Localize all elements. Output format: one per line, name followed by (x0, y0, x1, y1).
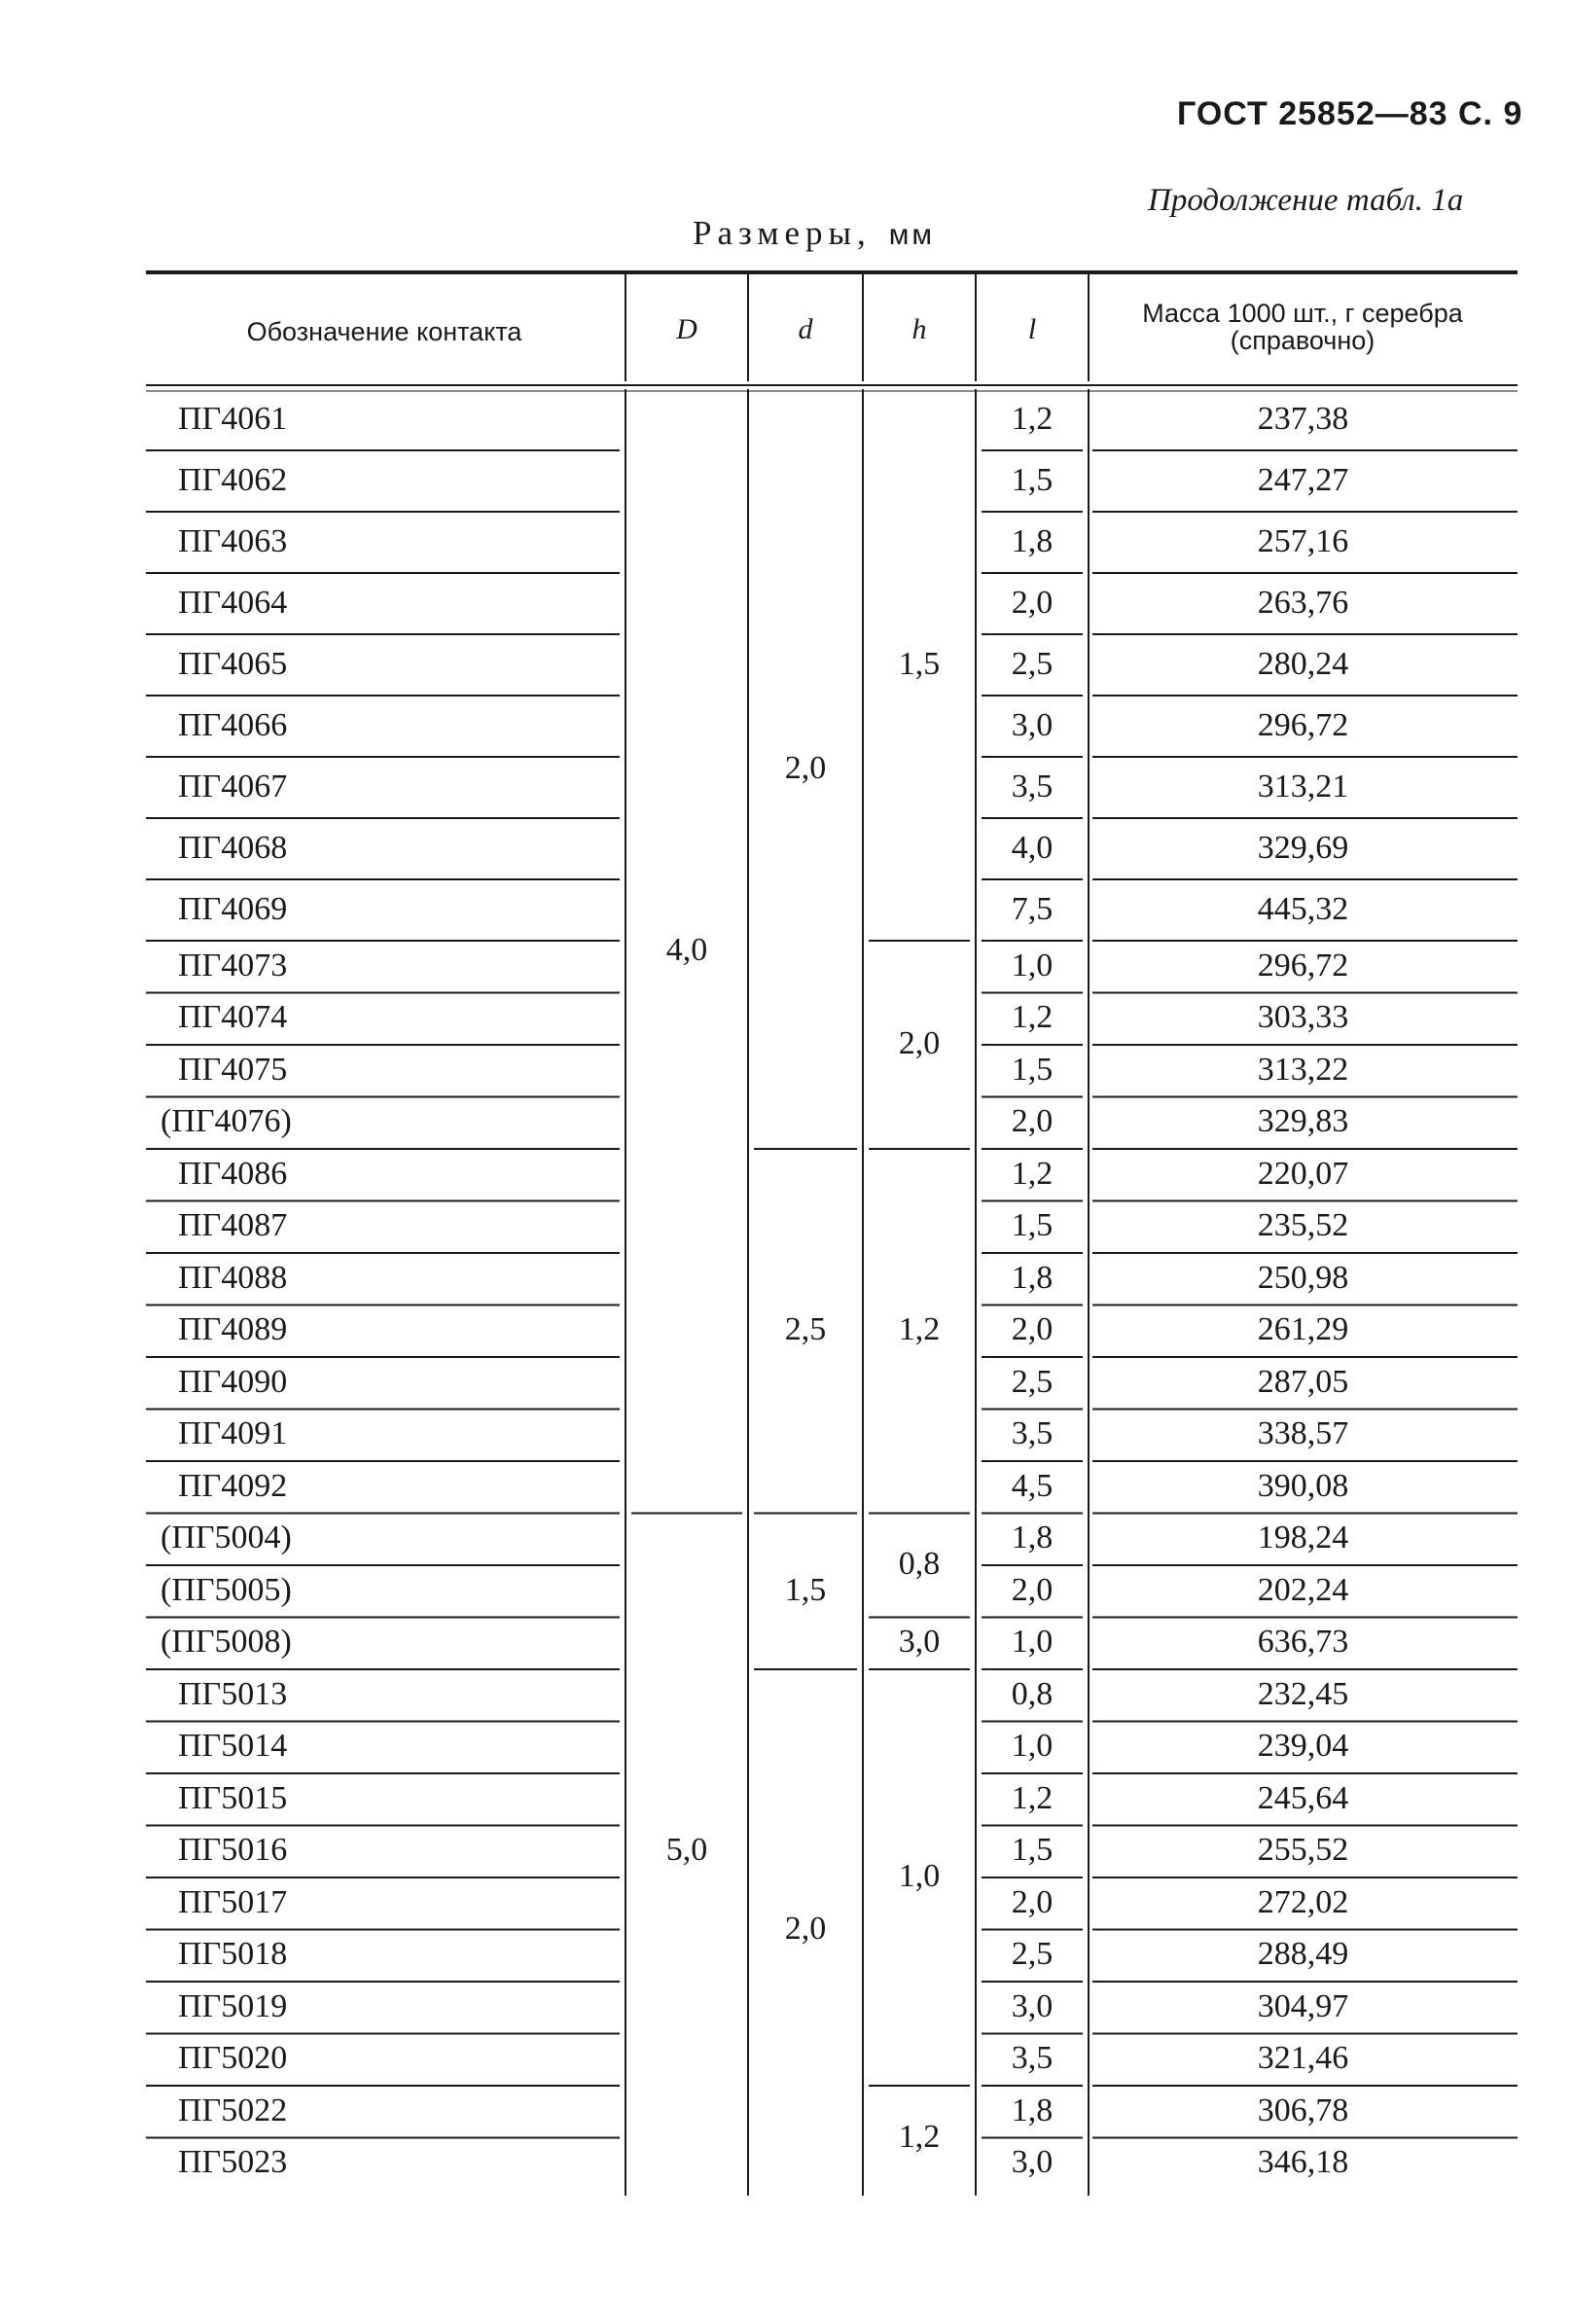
mass-value: 239,04 (1257, 1728, 1349, 1765)
contact-designation: (ПГ5008) (161, 1624, 292, 1661)
contact-designation: ПГ5015 (178, 1779, 288, 1816)
mass-value: 245,64 (1257, 1779, 1349, 1816)
mass-value: 636,73 (1257, 1624, 1349, 1661)
contact-designation: ПГ5014 (178, 1728, 288, 1765)
mass-value: 306,78 (1257, 2092, 1349, 2128)
d-group-value: 2,5 (784, 1311, 827, 1348)
mass-value: 257,16 (1257, 522, 1349, 559)
l-value: 2,0 (1011, 584, 1054, 621)
col-header-D: D (676, 313, 697, 345)
mass-value: 329,83 (1257, 1103, 1349, 1140)
mass-value: 198,24 (1257, 1520, 1349, 1556)
contact-designation: (ПГ5004) (161, 1520, 292, 1556)
contact-designation: ПГ4075 (178, 1051, 288, 1088)
contact-designation: ПГ4066 (178, 706, 288, 743)
contact-designation: ПГ4062 (178, 461, 288, 498)
units-title: Размеры, (693, 214, 872, 252)
mass-value: 220,07 (1257, 1155, 1349, 1192)
contact-designation: ПГ4092 (178, 1467, 288, 1504)
col-header-l: l (1027, 313, 1037, 345)
col-header-mass: Масса 1000 шт., г серебра (справочно) (1142, 299, 1463, 355)
mass-value: 255,52 (1257, 1832, 1349, 1869)
mass-value: 346,18 (1257, 2144, 1349, 2181)
contact-designation: ПГ4068 (178, 829, 288, 866)
mass-value: 261,29 (1257, 1311, 1349, 1348)
l-value: 1,8 (1011, 1259, 1054, 1296)
mass-value: 390,08 (1257, 1467, 1349, 1504)
contact-designation: ПГ5017 (178, 1883, 288, 1920)
l-value: 1,8 (1011, 1520, 1054, 1556)
l-value: 3,5 (1011, 768, 1054, 804)
l-value: 1,5 (1011, 1207, 1054, 1244)
l-value: 4,0 (1011, 829, 1054, 866)
l-value: 2,0 (1011, 1883, 1054, 1920)
d-group-value: 2,0 (784, 1910, 827, 1947)
l-value: 1,8 (1011, 2092, 1054, 2128)
l-value: 2,5 (1011, 1936, 1054, 1973)
mass-value: 247,27 (1257, 461, 1349, 498)
contact-designation: ПГ4063 (178, 522, 288, 559)
l-value: 1,2 (1011, 999, 1054, 1036)
h-group-value: 1,0 (898, 1858, 941, 1894)
contact-designation: ПГ5018 (178, 1936, 288, 1973)
contact-designation: ПГ4061 (178, 400, 288, 437)
mass-value: 338,57 (1257, 1415, 1349, 1452)
table-continuation-label: Продолжение табл. 1а (1148, 183, 1464, 218)
D-group-value: 4,0 (665, 931, 708, 968)
l-value: 3,0 (1011, 706, 1054, 743)
contact-designation: ПГ4091 (178, 1415, 288, 1452)
contact-designation: ПГ4074 (178, 999, 288, 1036)
l-value: 1,5 (1011, 461, 1054, 498)
page-header: ГОСТ 25852—83 С. 9 (1177, 95, 1523, 132)
mass-value: 272,02 (1257, 1883, 1349, 1920)
l-value: 1,5 (1011, 1051, 1054, 1088)
contact-designation: ПГ5016 (178, 1832, 288, 1869)
l-value: 1,0 (1011, 1728, 1054, 1765)
l-value: 2,0 (1011, 1571, 1054, 1608)
mass-value: 280,24 (1257, 645, 1349, 682)
l-value: 3,0 (1011, 2144, 1054, 2181)
mass-value: 235,52 (1257, 1207, 1349, 1244)
mass-value: 296,72 (1257, 947, 1349, 983)
l-value: 1,2 (1011, 1155, 1054, 1192)
contact-designation: ПГ4089 (178, 1311, 288, 1348)
h-group-value: 2,0 (898, 1025, 941, 1061)
col-header-d: d (798, 313, 813, 345)
d-group-value: 1,5 (784, 1571, 827, 1608)
h-group-value: 1,2 (898, 1311, 941, 1348)
h-group-value: 0,8 (898, 1546, 941, 1582)
mass-value: 303,33 (1257, 999, 1349, 1036)
contact-designation: ПГ4088 (178, 1259, 288, 1296)
contact-designation: ПГ5019 (178, 1987, 288, 2024)
d-group-value: 2,0 (784, 749, 827, 786)
contact-designation: ПГ4065 (178, 645, 288, 682)
l-value: 1,0 (1011, 947, 1054, 983)
col-header-designation: Обозначение контакта (246, 317, 522, 346)
mass-value: 304,97 (1257, 1987, 1349, 2024)
mass-value: 445,32 (1257, 890, 1349, 927)
col-header-h: h (911, 313, 927, 345)
contact-designation: ПГ4069 (178, 890, 288, 927)
mass-value: 329,69 (1257, 829, 1349, 866)
contact-designation: (ПГ5005) (161, 1571, 292, 1608)
contact-designation: ПГ5022 (178, 2092, 288, 2128)
contact-designation: ПГ4064 (178, 584, 288, 621)
contact-designation: ПГ4067 (178, 768, 288, 804)
l-value: 0,8 (1011, 1675, 1054, 1712)
h-group-value: 1,5 (898, 645, 941, 682)
D-group-value: 5,0 (665, 1832, 708, 1869)
mass-value: 237,38 (1257, 400, 1349, 437)
l-value: 1,5 (1011, 1832, 1054, 1869)
mass-value: 313,22 (1257, 1051, 1349, 1088)
l-value: 2,0 (1011, 1311, 1054, 1348)
mass-value: 287,05 (1257, 1363, 1349, 1400)
mass-value: 232,45 (1257, 1675, 1349, 1712)
h-group-value: 1,2 (898, 2118, 941, 2155)
l-value: 2,0 (1011, 1103, 1054, 1140)
mass-value: 313,21 (1257, 768, 1349, 804)
l-value: 1,2 (1011, 400, 1054, 437)
mass-value: 288,49 (1257, 1936, 1349, 1973)
l-value: 3,5 (1011, 1415, 1054, 1452)
l-value: 3,5 (1011, 2040, 1054, 2077)
contact-designation: ПГ5020 (178, 2040, 288, 2077)
l-value: 1,0 (1011, 1624, 1054, 1661)
contact-designation: ПГ4086 (178, 1155, 288, 1192)
l-value: 1,8 (1011, 522, 1054, 559)
mass-value: 321,46 (1257, 2040, 1349, 2077)
h-group-value: 3,0 (898, 1624, 941, 1661)
l-value: 7,5 (1011, 890, 1054, 927)
mass-value: 202,24 (1257, 1571, 1349, 1608)
l-value: 1,2 (1011, 1779, 1054, 1816)
l-value: 4,5 (1011, 1467, 1054, 1504)
mass-value: 296,72 (1257, 706, 1349, 743)
contact-designation: ПГ4090 (178, 1363, 288, 1400)
contact-designation: ПГ5023 (178, 2144, 288, 2181)
l-value: 3,0 (1011, 1987, 1054, 2024)
contact-designation: ПГ4087 (178, 1207, 288, 1244)
units-mm: мм (888, 219, 936, 251)
l-value: 2,5 (1011, 645, 1054, 682)
mass-value: 263,76 (1257, 584, 1349, 621)
contact-designation: (ПГ4076) (161, 1103, 292, 1140)
mass-value: 250,98 (1257, 1259, 1349, 1296)
l-value: 2,5 (1011, 1363, 1054, 1400)
contact-designation: ПГ4073 (178, 947, 288, 983)
contact-designation: ПГ5013 (178, 1675, 288, 1712)
